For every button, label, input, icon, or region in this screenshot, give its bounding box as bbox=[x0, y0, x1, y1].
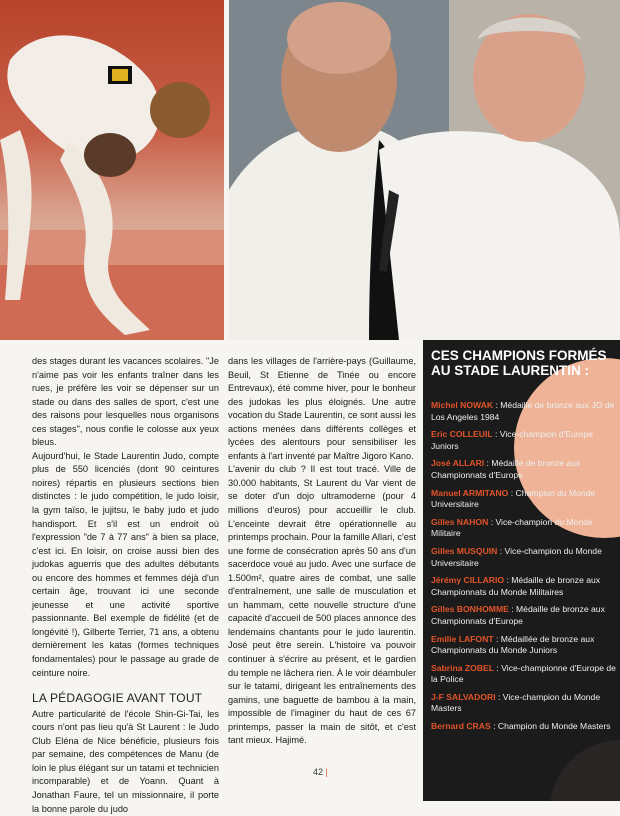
champion-title: Vice-champion du Monde Militaire bbox=[431, 516, 593, 539]
page-number bbox=[313, 767, 328, 777]
champion-name: Gilles NAHON bbox=[431, 516, 489, 527]
list-item: Sabrina ZOBEL : Vice-championne d'Europe de la Police bbox=[431, 662, 616, 685]
champion-title: Vice-champion du Monde Universitaire bbox=[431, 545, 602, 568]
list-item: Emilie LAFONT : Médaillée de bronze aux Championnats du Monde Juniors bbox=[431, 633, 595, 656]
champions-list bbox=[431, 400, 616, 739]
list-item: Michel NOWAK : Médaille de bronze aux JO de Los Angeles 1984 bbox=[431, 400, 615, 422]
coaches-portrait-photo bbox=[229, 0, 620, 340]
list-item: Bernard CRAS : Champion du Monde Masters bbox=[431, 721, 611, 732]
champion-title: Médaillée de bronze aux Championnats du Monde Juniors bbox=[431, 633, 595, 656]
list-item: Jérémy CILLARIO : Médaille de bronze aux Championnats du Monde Militaires bbox=[431, 575, 601, 597]
list-item: Gilles BONHOMME : Médaille de bronze aux Championnats d'Europe bbox=[431, 604, 605, 626]
champion-title: Médaille de bronze aux Championnats d'Europe bbox=[431, 604, 605, 626]
decorative-circle bbox=[550, 740, 620, 801]
judo-throw-photo bbox=[0, 0, 224, 340]
champions-sidebar bbox=[423, 340, 620, 801]
page-number-value: 42 bbox=[313, 767, 324, 777]
article-paragraph: L'avenir du club ? Il est tout tracé. Ville de 30.000 habitants, St Laurent du Var vient de se doter d'un dojo ultramoderne (pour 4 millions d'euros) pour accueillir le club. L'enceinte devrait être opérationnelle au printemps prochain. Pour la famille Allari, c'est une forme de consécration après 50 ans d'un sacerdoce voué au judo. Avec une surface de 1.500m², quatre aires de combat, une salle d'entraînement, une salle de musculation et un hammam, cette nouvelle structure d'une capacité d'accueil de 500 places annonce des lendemains chantants pour le judo laurentin. José peut être serein. L'histoire va pouvoir continuer à s'écrire au présent, et le gardien du temple ne lâchera rien. À le voir déambuler sur le tatami, dirigeant les entraînements des gamins, une baguette de bambou à la main, impossible de l'imaginer du haut de ces 67 printemps, passer la main de sitôt, et c'est tant mieux. Hajimé. bbox=[228, 464, 416, 746]
champion-name: Bernard CRAS bbox=[431, 721, 491, 732]
sidebar-title: CES CHAMPIONS FORMÉS AU STADE LAURENTIN : bbox=[431, 348, 607, 378]
champion-title: Médaille de bronze aux Championnats d'Europe bbox=[431, 458, 581, 480]
champion-name: José ALLARI bbox=[431, 458, 485, 469]
article-paragraph: Autre particularité de l'école Shin-Gi-Tai, les cours n'ont pas lieu qu'à St Laurent : le Judo Club Eléna de Nice bénéficie, plusieurs fois par semaine, des compétences de Manu (de loin le plus élégant sur un tatami et technicien incomparable) et de Yoann. Quant à Jonathan Faure, tel un missionnaire, il porte la bonne parole du judo bbox=[32, 708, 219, 814]
champion-title: Vice-championne d'Europe de la Police bbox=[431, 662, 616, 685]
list-item: Gilles MUSQUIN : Vice-champion du Monde Universitaire bbox=[431, 545, 602, 568]
champion-name: Gilles BONHOMME bbox=[431, 604, 509, 615]
section-subheading: LA PÉDAGOGIE AVANT TOUT bbox=[32, 691, 203, 706]
list-item: José ALLARI : Médaille de bronze aux Championnats d'Europe bbox=[431, 458, 581, 480]
champion-title: Vice-champion du Monde Masters bbox=[431, 691, 601, 714]
champion-name: Michel NOWAK bbox=[431, 400, 494, 410]
list-item: Manuel ARMITANO : Champion du Monde Universitaire bbox=[431, 487, 596, 510]
article-column-2 bbox=[228, 355, 416, 748]
article-paragraph: dans les villages de l'arrière-pays (Guillaume, Beuil, St Etienne de Tinée ou encore Entrevaux), été comme hiver, pour le bonheur des judokas les plus éloignés. Une autre vocation du Stade Laurentin, ce sont aussi les actions menées dans différents collèges et lycées des alentours pour sensibiliser les enfants à l'art inventé par Maître Jigoro Kano. bbox=[228, 356, 416, 461]
champion-title: Champion du Monde Masters bbox=[497, 721, 611, 732]
champion-title: Vice-champion d'Europe Juniors bbox=[431, 429, 593, 451]
article-column-1 bbox=[32, 355, 219, 816]
article-paragraph: Aujourd'hui, le Stade Laurentin Judo, compte plus de 550 licenciés (dont 90 ceintures noires) répartis en plusieurs sections bien distinctes : le judo compétition, le judo loisir, la gym taïso, le jujitsu, le baby judo et judo handisport. Et s'il est un endroit où l'expression "de 7 à 77 ans" à bien sa place, c'est ici. En loisir, on croise aussi bien des judokas aguerris que des adultes débutants ou encore des hommes et femmes déjà d'un certain âge, trouvant ici une seconde jeunesse et une activité sportive passionnante. Bel exemple de fidélité (et de longévité !), Gilberte Terrier, 71 ans, a obtenu dernièrement les katas (formes techniques fondamentales) pour le passage au grade de ceinture noire. bbox=[32, 450, 219, 678]
champion-title: Médaille de bronze aux JO de Los Angeles 1984 bbox=[431, 400, 615, 422]
champion-name: J-F SALVADORI bbox=[431, 691, 496, 702]
champion-name: Emilie LAFONT bbox=[431, 633, 494, 644]
champion-name: Eric COLLEUIL bbox=[431, 429, 493, 440]
list-item: Gilles NAHON : Vice-champion du Monde Militaire bbox=[431, 516, 593, 539]
champion-title: Médaille de bronze aux Championnats du Monde Militaires bbox=[431, 575, 601, 597]
champion-name: Gilles MUSQUIN bbox=[431, 545, 498, 556]
article-paragraph: des stages durant les vacances scolaires. "Je n'aime pas voir les enfants traîner dans les rues, je préfère les voir se dépenser sur un stade ou dans des salles de sport, c'est une des raisons pour lesquelles nous organisons ces stages", nous confie le colosse aux yeux bleus. bbox=[32, 356, 219, 448]
champion-title: Champion du Monde Universitaire bbox=[431, 487, 596, 510]
champion-name: Sabrina ZOBEL bbox=[431, 662, 495, 673]
champion-name: Jérémy CILLARIO bbox=[431, 575, 505, 586]
list-item: Eric COLLEUIL : Vice-champion d'Europe Juniors bbox=[431, 429, 593, 451]
champion-name: Manuel ARMITANO bbox=[431, 487, 509, 498]
list-item: J-F SALVADORI : Vice-champion du Monde Masters bbox=[431, 691, 601, 714]
page-number-separator: | bbox=[323, 767, 328, 777]
